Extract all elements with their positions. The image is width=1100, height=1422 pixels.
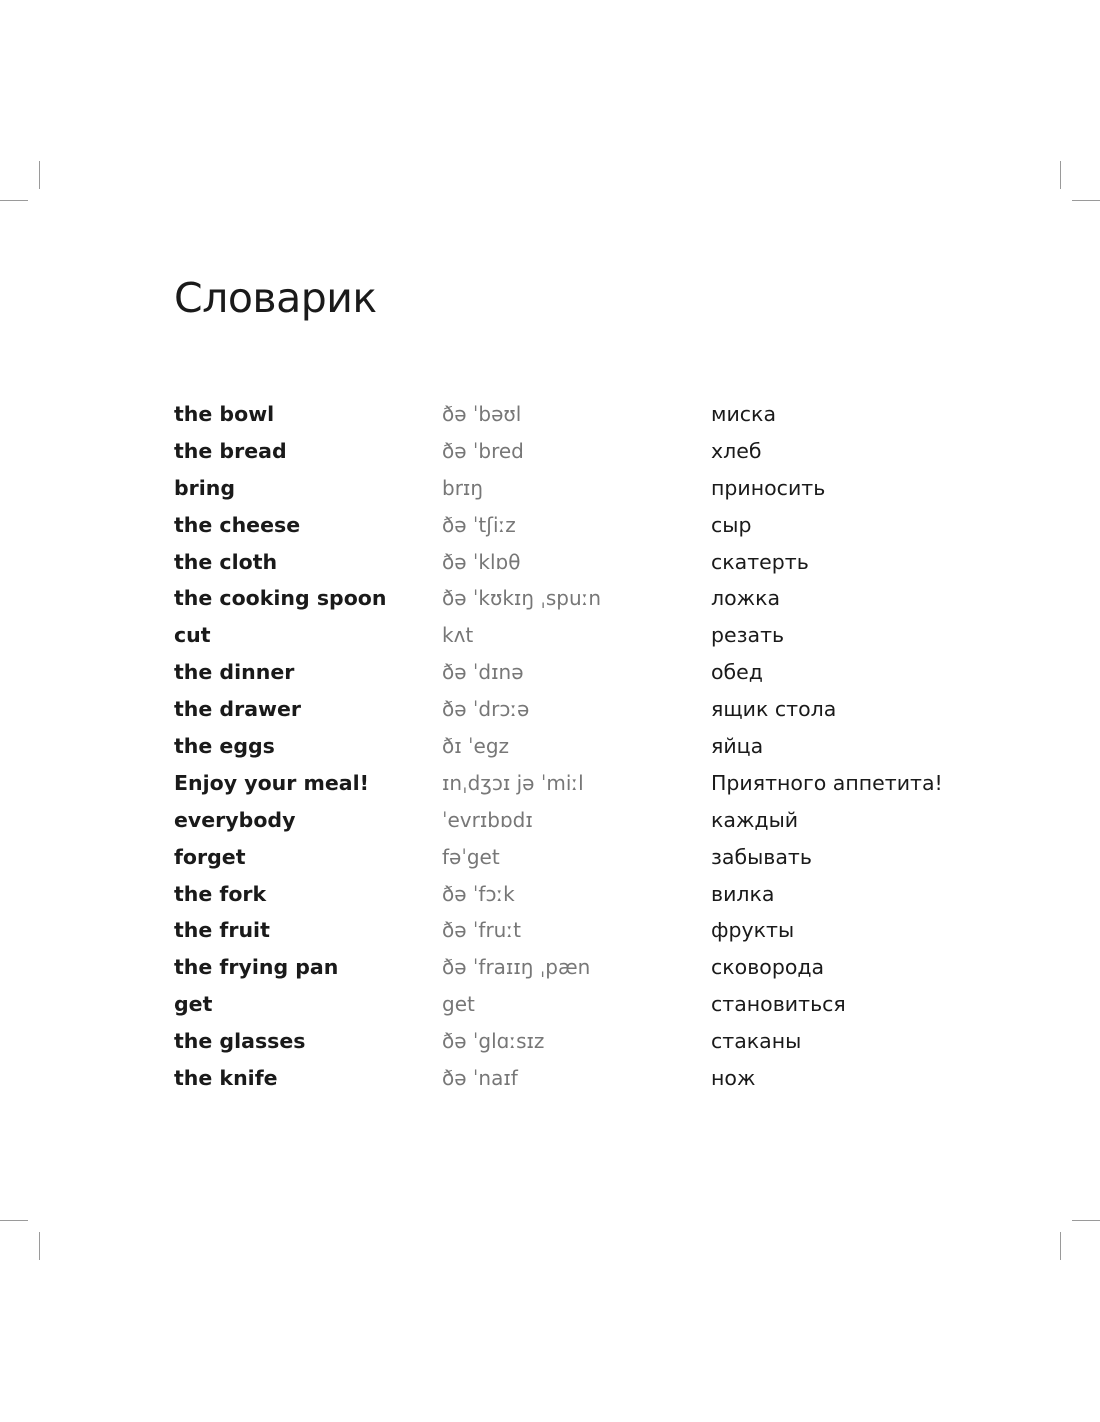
vocabulary-transcription: ðə ˈfruːt bbox=[442, 918, 521, 943]
vocabulary-translation: сыр bbox=[711, 512, 752, 537]
vocabulary-translation: каждый bbox=[711, 807, 799, 832]
crop-mark-top-left-horizontal bbox=[0, 200, 28, 201]
crop-mark-bottom-right-vertical bbox=[1060, 1232, 1061, 1260]
vocabulary-row bbox=[174, 912, 974, 949]
vocabulary-word: Enjoy your meal! bbox=[174, 770, 369, 795]
vocabulary-word: the cloth bbox=[174, 549, 278, 574]
vocabulary-transcription: get bbox=[442, 992, 475, 1017]
vocabulary-transcription: ðɪ ˈegz bbox=[442, 734, 510, 759]
vocabulary-word: get bbox=[174, 992, 213, 1017]
vocabulary-translation: миска bbox=[711, 402, 777, 426]
vocabulary-transcription: ðə ˈklɒθ bbox=[442, 549, 521, 574]
vocabulary-row bbox=[174, 544, 974, 581]
vocabulary-row bbox=[174, 396, 974, 433]
vocabulary-row bbox=[174, 617, 974, 654]
vocabulary-translation: яйца bbox=[711, 734, 764, 759]
vocabulary-translation: забывать bbox=[711, 844, 812, 869]
vocabulary-translation: нож bbox=[711, 1066, 756, 1091]
vocabulary-word: forget bbox=[174, 844, 246, 869]
vocabulary-row bbox=[174, 876, 974, 913]
vocabulary-word: cut bbox=[174, 623, 211, 648]
vocabulary-word: the bowl bbox=[174, 402, 275, 426]
vocabulary-translation: фрукты bbox=[711, 918, 795, 943]
vocabulary-row bbox=[174, 691, 974, 728]
vocabulary-list bbox=[174, 396, 974, 1097]
vocabulary-row bbox=[174, 433, 974, 470]
vocabulary-word: the frying pan bbox=[174, 955, 339, 980]
vocabulary-row bbox=[174, 802, 974, 839]
vocabulary-word: the dinner bbox=[174, 660, 295, 685]
vocabulary-row bbox=[174, 986, 974, 1023]
vocabulary-translation: резать bbox=[711, 623, 785, 648]
vocabulary-transcription: ðə ˈtʃiːz bbox=[442, 512, 516, 537]
vocabulary-row bbox=[174, 470, 974, 507]
vocabulary-translation: Приятного аппетита! bbox=[711, 770, 943, 795]
vocabulary-word: everybody bbox=[174, 807, 296, 832]
vocabulary-word: bring bbox=[174, 475, 236, 500]
vocabulary-word: the glasses bbox=[174, 1029, 306, 1054]
vocabulary-transcription: kʌt bbox=[442, 623, 474, 648]
vocabulary-row bbox=[174, 949, 974, 986]
vocabulary-word: the fruit bbox=[174, 918, 270, 943]
vocabulary-translation: становиться bbox=[711, 992, 846, 1017]
vocabulary-row bbox=[174, 728, 974, 765]
vocabulary-transcription: ˈevrɪbɒdɪ bbox=[442, 807, 533, 832]
vocabulary-translation: хлеб bbox=[711, 438, 762, 463]
vocabulary-translation: приносить bbox=[711, 475, 826, 500]
crop-mark-top-right-vertical bbox=[1060, 161, 1061, 189]
vocabulary-row bbox=[174, 654, 974, 691]
vocabulary-translation: ложка bbox=[711, 586, 781, 611]
crop-mark-bottom-left-horizontal bbox=[0, 1220, 28, 1221]
vocabulary-word: the fork bbox=[174, 881, 267, 906]
vocabulary-row bbox=[174, 1060, 974, 1097]
vocabulary-word: the cooking spoon bbox=[174, 586, 387, 611]
vocabulary-word: the knife bbox=[174, 1066, 278, 1091]
vocabulary-translation: вилка bbox=[711, 881, 775, 906]
vocabulary-word: the eggs bbox=[174, 734, 275, 759]
vocabulary-row bbox=[174, 507, 974, 544]
vocabulary-transcription: ðə ˈdrɔːə bbox=[442, 697, 530, 722]
vocabulary-transcription: fəˈget bbox=[442, 844, 500, 869]
vocabulary-transcription: ðə ˈbred bbox=[442, 438, 524, 463]
vocabulary-transcription: ɪnˌdʒɔɪ jə ˈmiːl bbox=[442, 770, 584, 795]
vocabulary-row bbox=[174, 1023, 974, 1060]
page-title: Словарик bbox=[174, 274, 377, 322]
vocabulary-translation: обед bbox=[711, 660, 763, 685]
crop-mark-top-left-vertical bbox=[39, 161, 40, 189]
vocabulary-word: the bread bbox=[174, 438, 287, 463]
vocabulary-word: the drawer bbox=[174, 697, 302, 722]
vocabulary-row bbox=[174, 839, 974, 876]
vocabulary-transcription: ðə ˈglɑːsɪz bbox=[442, 1029, 545, 1054]
vocabulary-transcription: ðə ˈnaɪf bbox=[442, 1066, 518, 1091]
vocabulary-translation: скатерть bbox=[711, 549, 809, 574]
crop-mark-bottom-left-vertical bbox=[39, 1232, 40, 1260]
vocabulary-transcription: ðə ˈdɪnə bbox=[442, 660, 524, 685]
vocabulary-row bbox=[174, 580, 974, 617]
vocabulary-translation: сковорода bbox=[711, 955, 825, 980]
vocabulary-word: the cheese bbox=[174, 512, 301, 537]
vocabulary-transcription: ðə ˈkʊkɪŋ ˌspuːn bbox=[442, 586, 602, 611]
vocabulary-transcription: ðə ˈfraɪɪŋ ˌpæn bbox=[442, 955, 591, 980]
vocabulary-translation: ящик стола bbox=[711, 697, 837, 722]
crop-mark-top-right-horizontal bbox=[1072, 200, 1100, 201]
vocabulary-transcription: brɪŋ bbox=[442, 475, 484, 500]
vocabulary-transcription: ðə ˈbəʊl bbox=[442, 402, 522, 426]
vocabulary-translation: стаканы bbox=[711, 1029, 802, 1054]
crop-mark-bottom-right-horizontal bbox=[1072, 1220, 1100, 1221]
vocabulary-row bbox=[174, 765, 974, 802]
vocabulary-transcription: ðə ˈfɔːk bbox=[442, 881, 515, 906]
